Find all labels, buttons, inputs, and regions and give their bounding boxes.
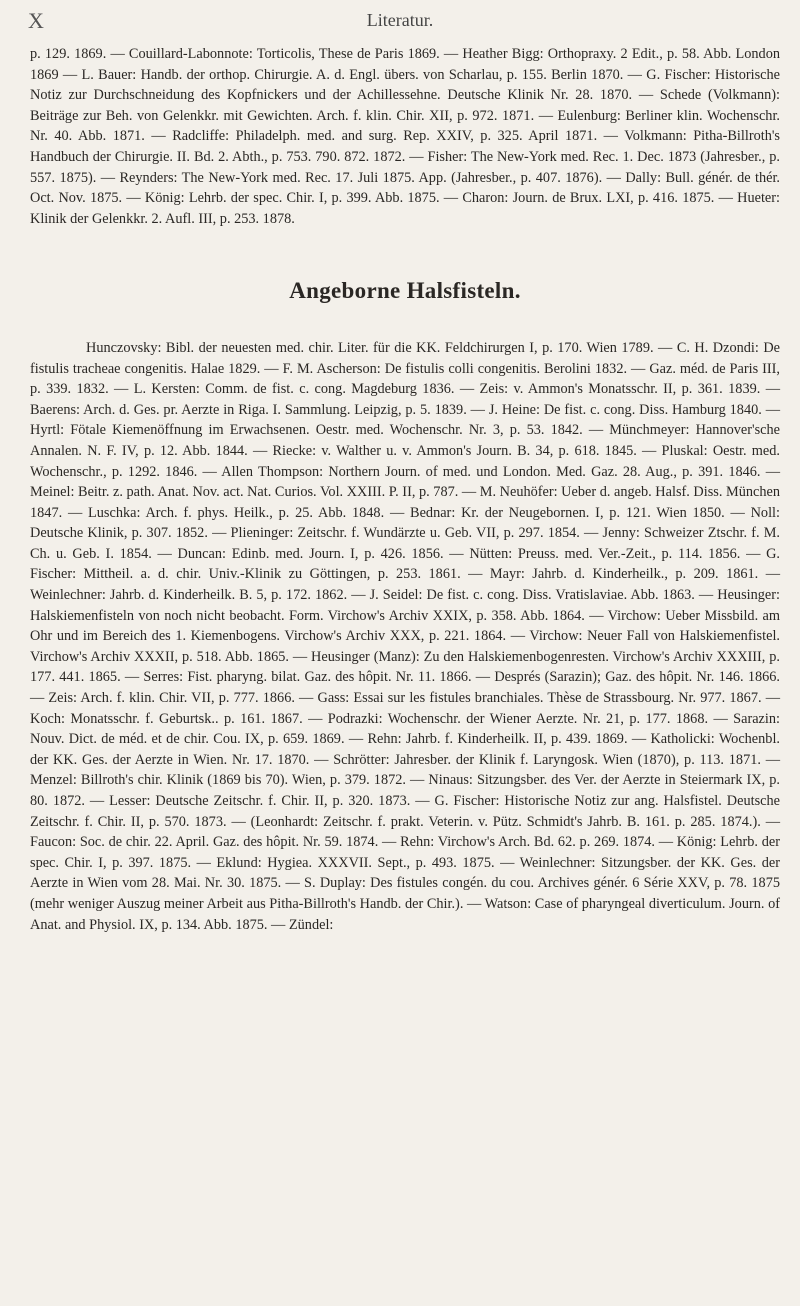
bibliography-paragraph: p. 129. 1869. — Couillard-Labonnote: Torticolis, These de Paris 1869. — Heather Bigg: Orthopraxy. 2 Edit., p. 58. Abb. London 1869 — L. Bauer: Handb. der orthop. Chirurgie. A. d. Engl. übers. von Scharlau, p. 155. Berlin 1870. — G. Fischer: Historische Notiz zur Durchschneidung des Kopfnickers und der Achillessehne. Deutsche Klinik Nr. 28. 1870. — Schede (Volkmann): Beiträge zur Beh. von Gelenkkr. mit Gewichten. Arch. f. klin. Chir. XII, p. 972. 1871. — Eulenburg: Berliner klin. Wochenschr. Nr. 40. Abb. 1871. — Radcliffe: Philadelph. med. and surg. Rep. XXIV, p. 325. April 1871. — Volkmann: Pitha-Billroth's Handbuch der Chirurgie. II. Bd. 2. Abth., p. 753. 790. 872. 1872. — Fisher: The New-York med. Rec. 1. Dec. 1873 (Jahresber., p. 557. 1875). — Reynders: The New-York med. Rec. 17. Juli 1875. App. (Jahresber., p. 407. 1876). — Dally: Bull. génér. de thér. Oct. Nov. 1875. — König: Lehrb. der spec. Chir. I, p. 399. Abb. 1875. — Charon: Journ. de Brux. LXI, p. 416. 1875. — Hueter: Klinik der Gelenkkr. 2. Aufl. III, p. 253. 1878.	[30, 46, 780, 227]
running-head	[28, 8, 772, 38]
running-title: Literatur.	[366, 10, 434, 30]
section-title: Angeborne Halsfisteln.	[289, 278, 521, 304]
page-body	[30, 44, 780, 935]
page-number: X	[28, 8, 45, 33]
bibliography-paragraph: Hunczovsky: Bibl. der neuesten med. chir. Liter. für die KK. Feldchirurgen I, p. 170. Wien 1789. — C. H. Dzondi: De fistulis tracheae congenitis. Halae 1829. — F. M. Ascherson: De fistulis colli congenitis. Berolini 1832. — Gaz. méd. de Paris III, p. 339. 1832. — L. Kersten: Comm. de fist. c. cong. Magdeburg 1836. — Zeis: v. Ammon's Monatsschr. II, p. 361. 1839. — Baerens: Arch. d. Ges. pr. Aerzte in Riga. I. Sammlung. Leipzig, p. 5. 1839. — J. Heine: De fist. c. cong. Diss. Hamburg 1840. — Hyrtl: Fötale Kiemenöffnung im Erwachsenen. Oestr. med. Wochenschr. Nr. 3, p. 53. 1842. — Münchmeyer: Hannover'sche Annalen. N. F. IV, p. 12. Abb. 1844. — Riecke: v. Walther u. v. Ammon's Journ. B. 34, p. 618. 1845. — Pluskal: Oestr. med. Wochenschr., p. 1292. 1846. — Allen Thompson: Northern Journ. of med. und London. Med. Gaz. 28. Aug., p. 391. 1846. — Meinel: Beitr. z. path. Anat. Nov. act. Nat. Curios. Vol. XXIII. P. II, p. 787. — M. Neuhöfer: Ueber d. angeb. Halsf. Diss. München 1847. — Luschka: Arch. f. phys. Heilk., p. 25. Abb. 1848. — Bednar: Kr. der Neugebornen. I, p. 121. Wien 1850. — Noll: Deutsche Klinik, p. 307. 1852. — Plieninger: Zeitschr. f. Wundärzte u. Geb. VII, p. 297. 1854. — Jenny: Schweizer Ztschr. f. M. Ch. u. Geb. I. 1854. — Duncan: Edinb. med. Journ. I, p. 426. 1856. — Nütten: Preuss. med. Ver.-Zeit., p. 114. 1856. — G. Fischer: Mittheil. a. d. chir. Univ.-Klinik zu Göttingen, p. 253. 1861. — Mayr: Jahrb. d. Kinderheilk., p. 209. 1861. — Weinlechner: Jahrb. d. Kinderheilk. B. 5, p. 172. 1862. — J. Seidel: De fist. c. cong. Diss. Vratislaviae. Abb. 1863. — Heusinger: Halskiemenfisteln von noch nicht beobacht. Form. Virchow's Archiv XXIX, p. 358. Abb. 1864. — Virchow: Ueber Missbild. am Ohr und im Bereich des 1. Kiemenbogens. Virchow's Archiv XXX, p. 221. 1864. — Virchow: Neuer Fall von Halskiemenfistel. Virchow's Archiv XXXII, p. 518. Abb. 1865. — Heusinger (Manz): Zu den Halskiemenbogenresten. Virchow's Archiv XXXIII, p. 177. 441. 1865. — Serres: Fist. pharyng. bilat. Gaz. des hôpit. Nr. 11. 1866. — Després (Sarazin); Gaz. des hôpit. Nr. 146. 1866. — Zeis: Arch. f. klin. Chir. VII, p. 777. 1866. — Gass: Essai sur les fistules branchiales. Thèse de Strassbourg. Nr. 977. 1867. — Koch: Monatsschr. f. Geburtsk.. p. 161. 1867. — Podrazki: Wochenschr. der Wiener Aerzte. Nr. 21, p. 177. 1868. — Sarazin: Nouv. Dict. de méd. et de chir. Cou. IX, p. 659. 1869. — Rehn: Jahrb. f. Kinderheilk. II, p. 439. 1869. — Katholicki: Wochenbl. der KK. Ges. der Aerzte in Wien. Nr. 17. 1870. — Schrötter: Jahresber. der Klinik f. Laryngosk. Wien (1870), p. 113. 1871. — Menzel: Billroth's chir. Klinik (1869 bis 70). Wien, p. 379. 1872. — Ninaus: Sitzungsber. des Ver. der Aerzte in Steiermark IX, p. 80. 1872. — Lesser: Deutsche Zeitschr. f. Chir. II, p. 320. 1873. — G. Fischer: Historische Notiz zur ang. Halsfistel. Deutsche Zeitschr. f. Chir. II, p. 570. 1873. — (Leonhardt: Zeitschr. f. prakt. Veterin. v. Pütz. Schmidt's Jahrb. B. 161. p. 285. 1874.). — Faucon: Soc. de chir. 22. April. Gaz. des hôpit. Nr. 59. 1874. — Rehn: Virchow's Arch. Bd. 62. p. 269. 1874. — König: Lehrb. der spec. Chir. I, p. 397. 1875. — Eklund: Hygiea. XXXVII. Sept., p. 493. 1875. — Weinlechner: Sitzungsber. der KK. Ges. der Aerzte in Wien vom 28. Mai. Nr. 30. 1875. — S. Duplay: Des fistules congén. du cou. Archives génér. 6 Série XXV, p. 78. 1875 (mehr weniger Auszug meiner Arbeit aus Pitha-Billroth's Handb. der Chir.). — Watson: Case of pharyngeal diverticulum. Journ. of Anat. and Physiol. IX, p. 134. Abb. 1875. — Zündel:	[30, 339, 780, 933]
